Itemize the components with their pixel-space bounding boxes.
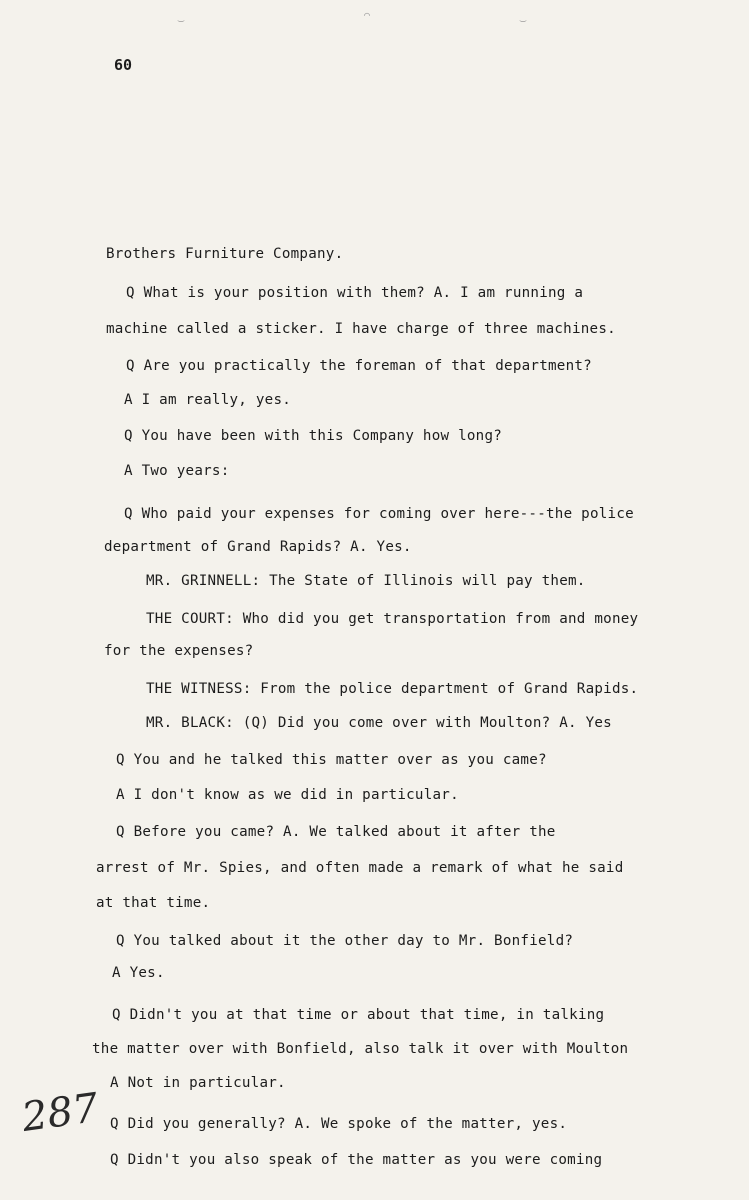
transcript-line: at that time. (96, 895, 211, 911)
scan-mark: ‿ (520, 12, 527, 23)
transcript-line: the matter over with Bonfield, also talk it over with Moulton (92, 1041, 629, 1057)
transcript-line: THE WITNESS: From the police department of Grand Rapids. (146, 681, 639, 697)
transcript-line: Q Before you came? A. We talked about it after the (116, 824, 556, 840)
transcript-line: Q You have been with this Company how long? (124, 428, 503, 444)
transcript-line: A Not in particular. (110, 1075, 286, 1091)
transcript-line: for the expenses? (104, 643, 254, 659)
transcript-line: Q Did you generally? A. We spoke of the matter, yes. (110, 1116, 568, 1132)
transcript-line: Q You and he talked this matter over as you came? (116, 752, 547, 768)
transcript-line: A Two years: (124, 463, 230, 479)
transcript-line: Brothers Furniture Company. (106, 246, 344, 262)
transcript-line: THE COURT: Who did you get transportation from and money (146, 611, 639, 627)
transcript-line: department of Grand Rapids? A. Yes. (104, 539, 412, 555)
transcript-line: Q Are you practically the foreman of that department? (126, 358, 592, 374)
transcript-line: A Yes. (112, 965, 165, 981)
transcript-line: MR. GRINNELL: The State of Illinois will pay them. (146, 573, 586, 589)
transcript-line: A I don't know as we did in particular. (116, 787, 459, 803)
transcript-line: MR. BLACK: (Q) Did you come over with Moulton? A. Yes (146, 715, 612, 731)
transcript-line: A I am really, yes. (124, 392, 292, 408)
page-number: 60 (114, 56, 133, 74)
scan-mark: ⌒ (364, 10, 371, 21)
scan-mark: ‿ (178, 12, 185, 23)
transcript-line: Q Who paid your expenses for coming over here---the police (124, 506, 634, 522)
transcript-line: Q Didn't you also speak of the matter as you were coming (110, 1152, 603, 1168)
handwritten-page-note: 287 (19, 1084, 102, 1142)
transcript-line: Q Didn't you at that time or about that time, in talking (112, 1007, 605, 1023)
transcript-line: Q You talked about it the other day to Mr. Bonfield? (116, 933, 574, 949)
transcript-line: Q What is your position with them? A. I am running a (126, 285, 584, 301)
transcript-line: arrest of Mr. Spies, and often made a remark of what he said (96, 860, 624, 876)
transcript-line: machine called a sticker. I have charge of three machines. (106, 321, 616, 337)
